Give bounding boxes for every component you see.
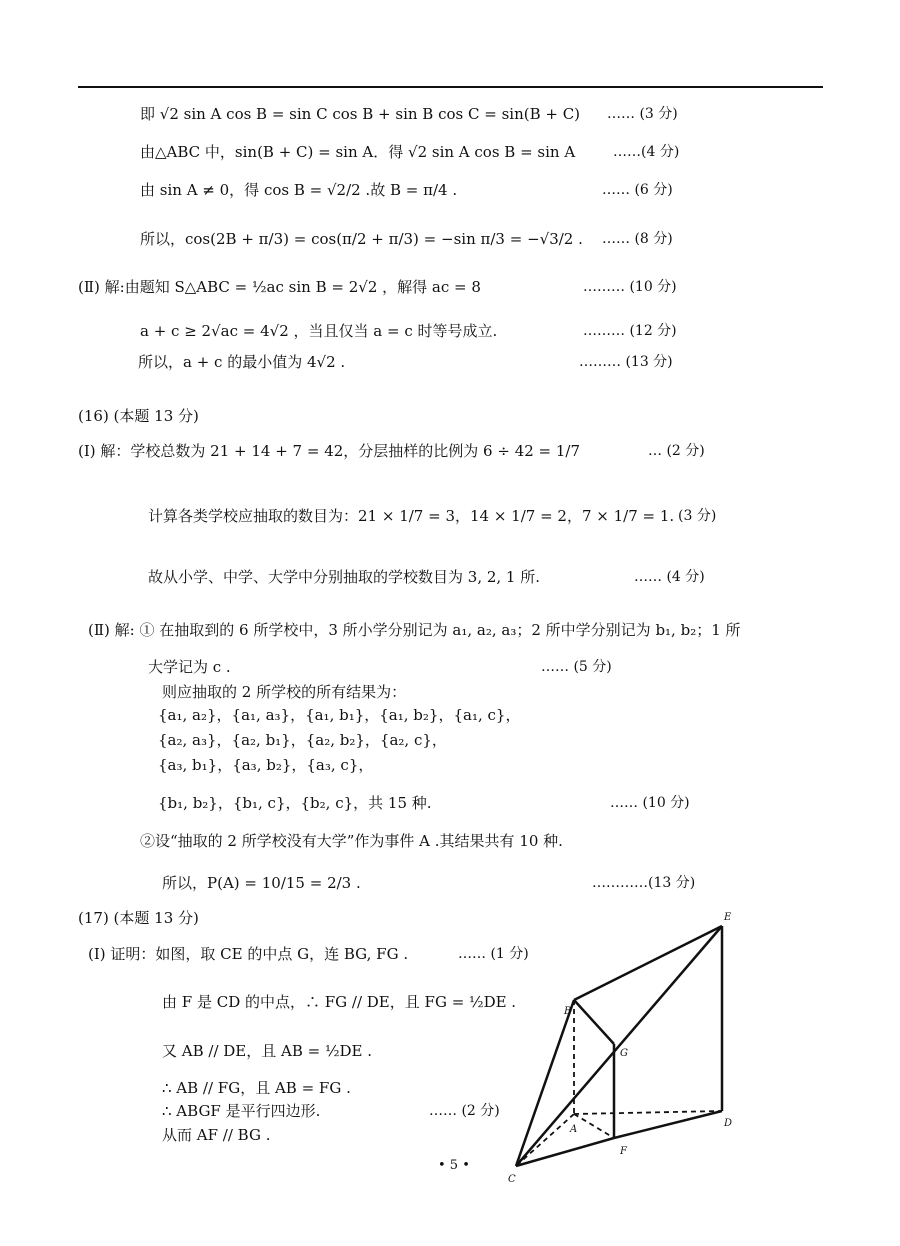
text-line: 则应抽取的 2 所学校的所有结果为： xyxy=(162,683,407,701)
text-line: {a₂, a₃}，{a₂, b₁}，{a₂, b₂}，{a₂, c}， xyxy=(158,731,447,749)
text-line: ∴ ABGF 是平行四边形. xyxy=(162,1102,321,1120)
text-line: 从而 AF // BG . xyxy=(162,1126,271,1144)
text-line: 所以，cos(2B + π/3) = cos(π/2 + π/3) = −sin π/3 = −√3/2 . xyxy=(140,230,583,248)
vertex-label-d: D xyxy=(724,1118,733,1129)
score-note: …… (3 分) xyxy=(607,106,678,122)
score-note: ……… (10 分) xyxy=(583,279,677,295)
text-line: 即 √2 sin A cos B = sin C cos B + sin B cos C = sin(B + C) xyxy=(140,105,581,123)
text-line: 计算各类学校应抽取的数目为：21 × 1/7 = 3，14 × 1/7 = 2，7 × 1/7 = 1. xyxy=(148,507,675,525)
score-note: ……… (12 分) xyxy=(583,323,677,339)
score-note: … (2 分) xyxy=(648,443,705,459)
vertex-label-g: G xyxy=(620,1048,628,1059)
text-line: 由△ABC 中，sin(B + C) = sin A．得 √2 sin A cos B = sin A xyxy=(140,143,576,161)
page-number: • 5 • xyxy=(438,1158,470,1173)
score-note: …… (5 分) xyxy=(541,659,612,675)
vertex-label-c: C xyxy=(508,1174,516,1185)
vertex-label-f: F xyxy=(620,1146,627,1157)
text-line: 又 AB // DE，且 AB = ½DE . xyxy=(162,1042,373,1060)
section-heading: (17) (本题 13 分) xyxy=(78,909,199,927)
text-line: 故从小学、中学、大学中分别抽取的学校数目为 3, 2, 1 所. xyxy=(148,568,541,586)
text-line: 所以，a + c 的最小值为 4√2 . xyxy=(138,353,346,371)
text-line: (Ⅰ) 解：学校总数为 21 + 14 + 7 = 42，分层抽样的比例为 6 ÷ 42 = 1/7 xyxy=(78,442,581,460)
vertex-label-a: A xyxy=(570,1124,578,1135)
geometry-figure xyxy=(500,906,830,1196)
text-line: 由 sin A ≠ 0，得 cos B = √2/2 .故 B = π/4 . xyxy=(140,181,458,199)
score-note: …… (1 分) xyxy=(458,946,529,962)
score-note: …… (2 分) xyxy=(429,1103,500,1119)
text-line: (Ⅱ) 解: ① 在抽取到的 6 所学校中，3 所小学分别记为 a₁, a₂, a₃；2 所中学分别记为 b₁, b₂；1 所 xyxy=(88,621,741,639)
section-heading: (16) (本题 13 分) xyxy=(78,407,199,425)
text-line: {b₁, b₂}，{b₁, c}，{b₂, c}，共 15 种. xyxy=(158,794,432,812)
text-line: {a₁, a₂}，{a₁, a₃}，{a₁, b₁}，{a₁, b₂}，{a₁, c}， xyxy=(158,706,521,724)
text-line: (Ⅰ) 证明：如图，取 CE 的中点 G，连 BG, FG . xyxy=(88,945,409,963)
score-note: ……(4 分) xyxy=(613,144,680,160)
text-line: 所以，P(A) = 10/15 = 2/3 . xyxy=(162,874,361,892)
score-note: …… (4 分) xyxy=(634,569,705,585)
score-note: …… (10 分) xyxy=(610,795,690,811)
text-line: ②设“抽取的 2 所学校没有大学”作为事件 A .其结果共有 10 种. xyxy=(140,832,563,850)
score-note: (3 分) xyxy=(678,508,717,524)
text-line: a + c ≥ 2√ac = 4√2 ，当且仅当 a = c 时等号成立. xyxy=(140,322,498,340)
score-note: …………(13 分) xyxy=(592,875,696,891)
text-line: (Ⅱ) 解:由题知 S△ABC = ½ac sin B = 2√2 ，解得 ac = 8 xyxy=(78,278,481,296)
score-note: …… (8 分) xyxy=(602,231,673,247)
score-note: ……… (13 分) xyxy=(579,354,673,370)
text-line: {a₃, b₁}，{a₃, b₂}，{a₃, c}， xyxy=(158,756,374,774)
vertex-label-b: B xyxy=(564,1006,572,1017)
score-note: …… (6 分) xyxy=(602,182,673,198)
text-line: ∴ AB // FG，且 AB = FG . xyxy=(162,1079,351,1097)
vertex-label-e: E xyxy=(724,912,732,923)
text-line: 大学记为 c . xyxy=(148,658,231,676)
text-line: 由 F 是 CD 的中点，∴ FG // DE，且 FG = ½DE . xyxy=(162,993,517,1011)
header-rule xyxy=(78,86,823,88)
